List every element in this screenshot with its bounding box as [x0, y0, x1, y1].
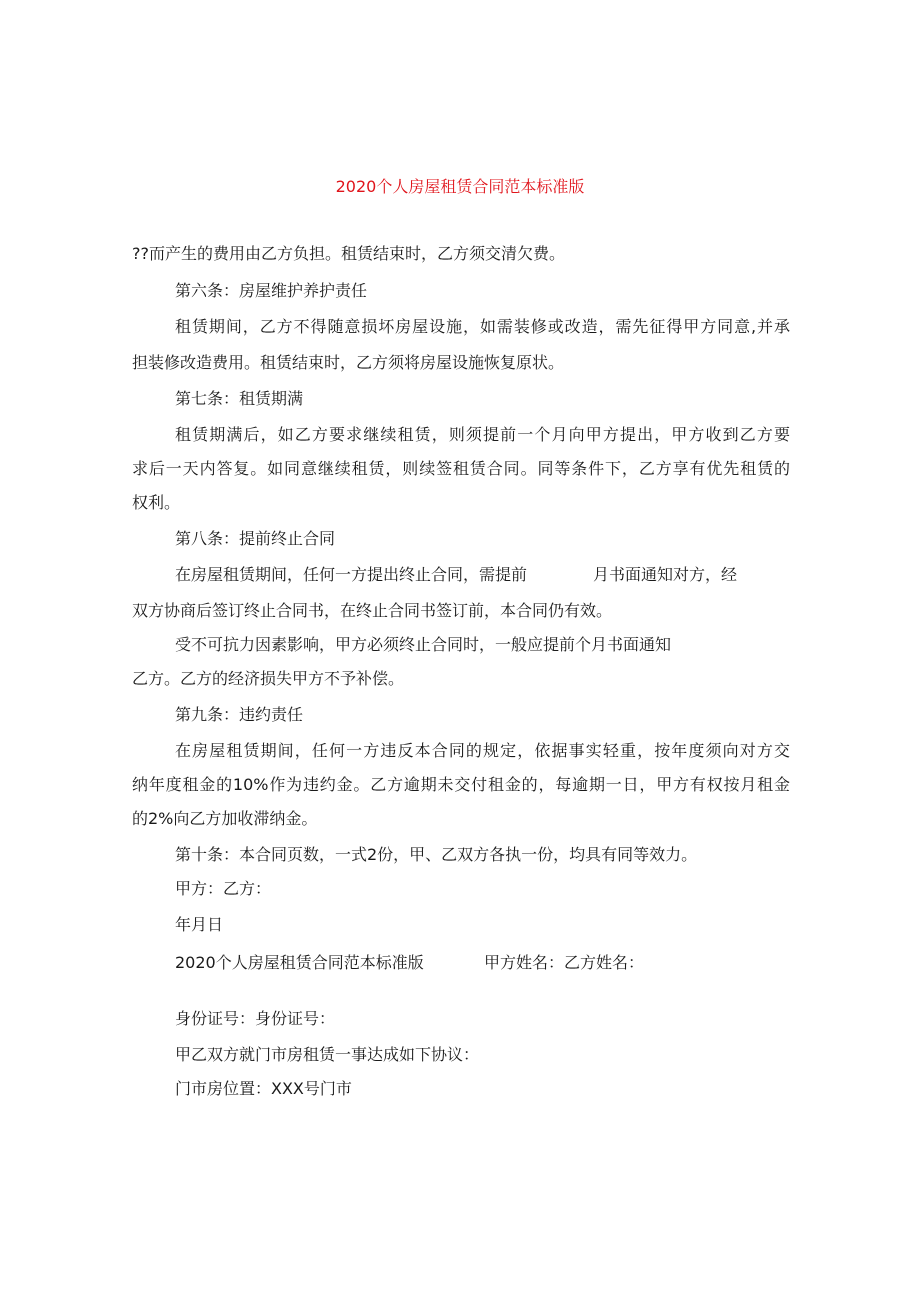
- article-9-heading: 第九条：违约责任: [175, 705, 304, 724]
- paragraph-line: 租赁期满后，如乙方要求继续租赁，则须提前一个月向甲方提出，甲方收到乙方要: [175, 425, 790, 444]
- paragraph-line: 在房屋租赁期间，任何一方违反本合同的规定，依据事实轻重，按年度须向对方交: [175, 741, 790, 760]
- date-line: 年月日: [175, 915, 224, 934]
- id-number-line: 身份证号：身份证号：: [175, 1009, 336, 1028]
- second-contract-title: 2020个人房屋租赁合同范本标准版: [175, 953, 424, 972]
- paragraph-line: 租赁期间，乙方不得随意损坏房屋设施，如需装修或改造，需先征得甲方同意,并承: [175, 317, 790, 336]
- paragraph-line: ??而产生的费用由乙方负担。租赁结束时，乙方须交清欠费。: [132, 244, 565, 263]
- paragraph-segment: 在房屋租赁期间，任何一方提出终止合同，需提前: [175, 565, 528, 584]
- location-line: 门市房位置：XXX号门市: [175, 1079, 352, 1098]
- paragraph-line: 双方协商后签订终止合同书，在终止合同书签订前，本合同仍有效。: [132, 601, 613, 620]
- paragraph-line: 担装修改造费用。租赁结束时，乙方须将房屋设施恢复原状。: [132, 353, 565, 372]
- paragraph-line: 受不可抗力因素影响，甲方必须终止合同时，一般应提前个月书面通知: [175, 635, 672, 654]
- paragraph-segment: 月书面通知对方，经: [593, 565, 738, 584]
- paragraph-line: 纳年度租金的10%作为违约金。乙方逾期未交付租金的，每逾期一日，甲方有权按月租金: [132, 775, 790, 794]
- paragraph-line: 的2%向乙方加收滞纳金。: [132, 809, 318, 828]
- signature-line: 甲方：乙方：: [175, 879, 272, 898]
- article-10-line: 第十条：本合同页数，一式2份，甲、乙双方各执一份，均具有同等效力。: [175, 845, 698, 864]
- party-names-line: 甲方姓名：乙方姓名：: [484, 953, 645, 972]
- paragraph-line: 乙方。乙方的经济损失甲方不予补偿。: [132, 669, 405, 688]
- article-8-heading: 第八条：提前终止合同: [175, 529, 336, 548]
- paragraph-line: 求后一天内答复。如同意继续租赁，则续签租赁合同。同等条件下，乙方享有优先租赁的: [132, 459, 790, 478]
- article-7-heading: 第七条：租赁期满: [175, 389, 304, 408]
- agreement-line: 甲乙双方就门市房租赁一事达成如下协议：: [175, 1045, 480, 1064]
- article-6-heading: 第六条：房屋维护养护责任: [175, 281, 368, 300]
- paragraph-line: 权利。: [132, 493, 181, 512]
- document-title: 2020个人房屋租赁合同范本标准版: [335, 177, 585, 196]
- paragraph-line: [175, 564, 737, 586]
